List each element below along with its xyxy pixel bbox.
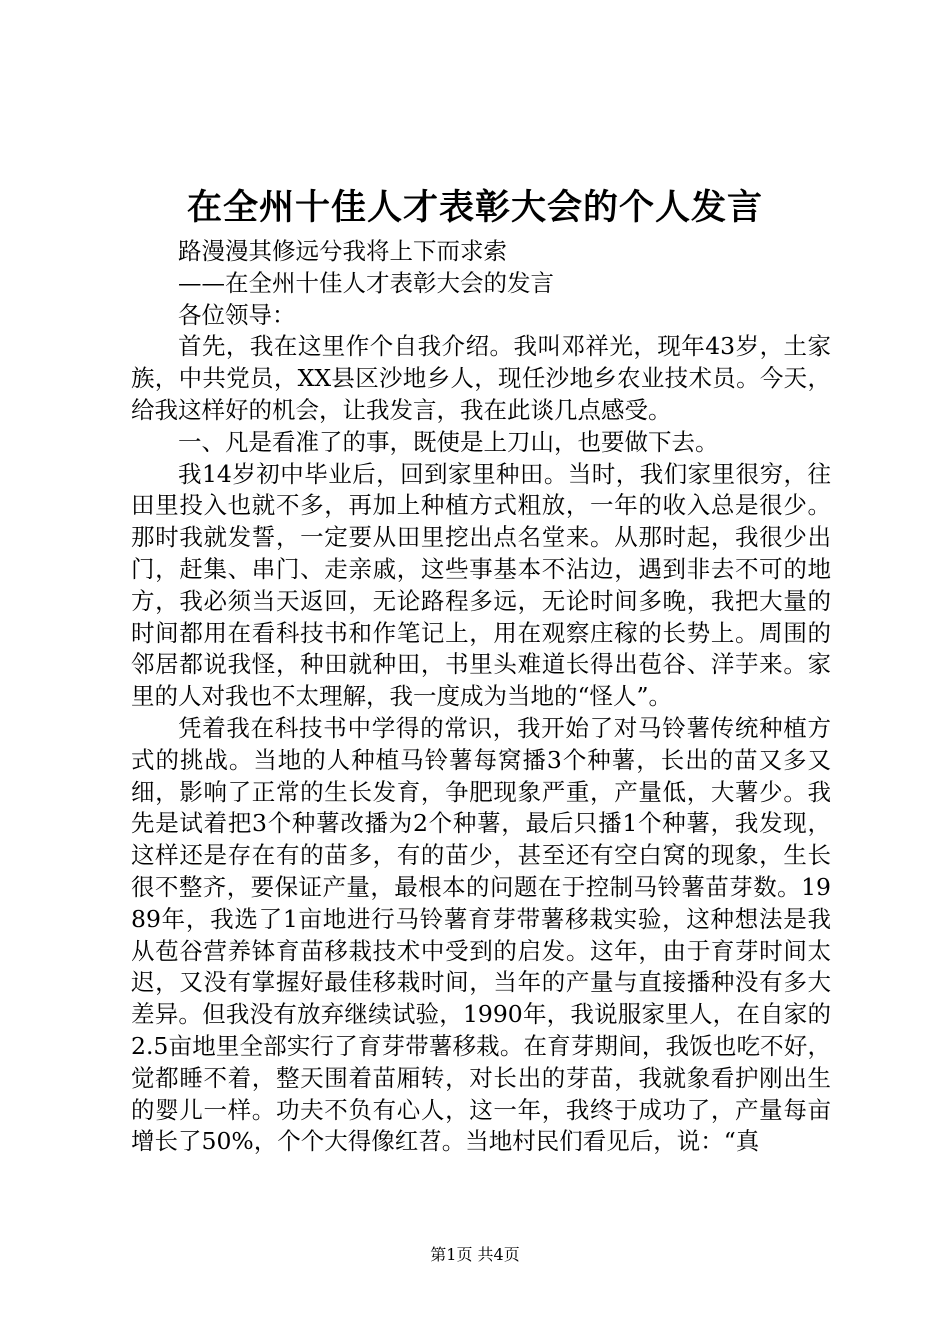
document-title: 在全州十佳人才表彰大会的个人发言: [186, 187, 763, 228]
paragraph-body: 我14岁初中毕业后，回到家里种田。当时，我们家里很穷，往田里投入也就不多，再加上种植方式粗放，一年的收入总是很少。那时我就发誓，一定要从田里挖出点名堂来。从那时起，我很少出门，赶集、串门、走亲戚，这些事基本不沾边，遇到非去不可的地方，我必须当天返回，无论路程多远，无论时间多晚，我把大量的时间都用在看科技书和作笔记上，用在观察庄稼的长势上。周围的邻居都说我怪，种田就种田，书里头难道长得出苞谷、洋芋来。家里的人对我也不太理解，我一度成为当地的“怪人”。: [131, 459, 831, 711]
paragraph-section-heading: 一、凡是看准了的事，既使是上刀山，也要做下去。: [178, 427, 719, 456]
paragraph-introduction: 首先，我在这里作个自我介绍。我叫邓祥光，现年43岁，土家族，中共党员，XX县区沙地乡人，现任沙地乡农业技术员。今天，给我这样好的机会，让我发言，我在此谈几点感受。: [131, 332, 831, 424]
page-number-footer: 第1页 共4页: [430, 1245, 520, 1264]
paragraph-subtitle: ——在全州十佳人才表彰大会的发言: [178, 268, 554, 297]
document-body: [131, 236, 831, 1158]
paragraph-epigraph: 路漫漫其修远兮我将上下而求索: [178, 237, 507, 265]
paragraph-body: 凭着我在科技书中学得的常识，我开始了对马铃薯传统种植方式的挑战。当地的人种植马铃薯每窝播3个种薯，长出的苗又多又细，影响了正常的生长发育，争肥现象严重，产量低，大薯少。我先是试着把3个种薯改播为2个种薯，最后只播1个种薯，我发现，这样还是存在有的苗多，有的苗少，甚至还有空白窝的现象，生长很不整齐，要保证产量，最根本的问题在于控制马铃薯苗芽数。1989年，我选了1亩地进行马铃薯育芽带薯移栽实验，这种想法是我从苞谷营养钵育苗移栽技术中受到的启发。这年，由于育芽时间太迟，又没有掌握好最佳移栽时间，当年的产量与直接播种没有多大差异。但我没有放弃继续试验，1990年，我说服家里人，在自家的2.5亩地里全部实行了育芽带薯移栽。在育芽期间，我饭也吃不好，觉都睡不着，整天围着苗厢转，对长出的芽苗，我就象看护刚出生的婴儿一样。功夫不负有心人，这一年，我终于成功了，产量每亩增长了50%，个个大得像红苕。当地村民们看见后，说：“真: [131, 713, 831, 1156]
paragraph-salutation: 各位领导：: [178, 300, 296, 329]
